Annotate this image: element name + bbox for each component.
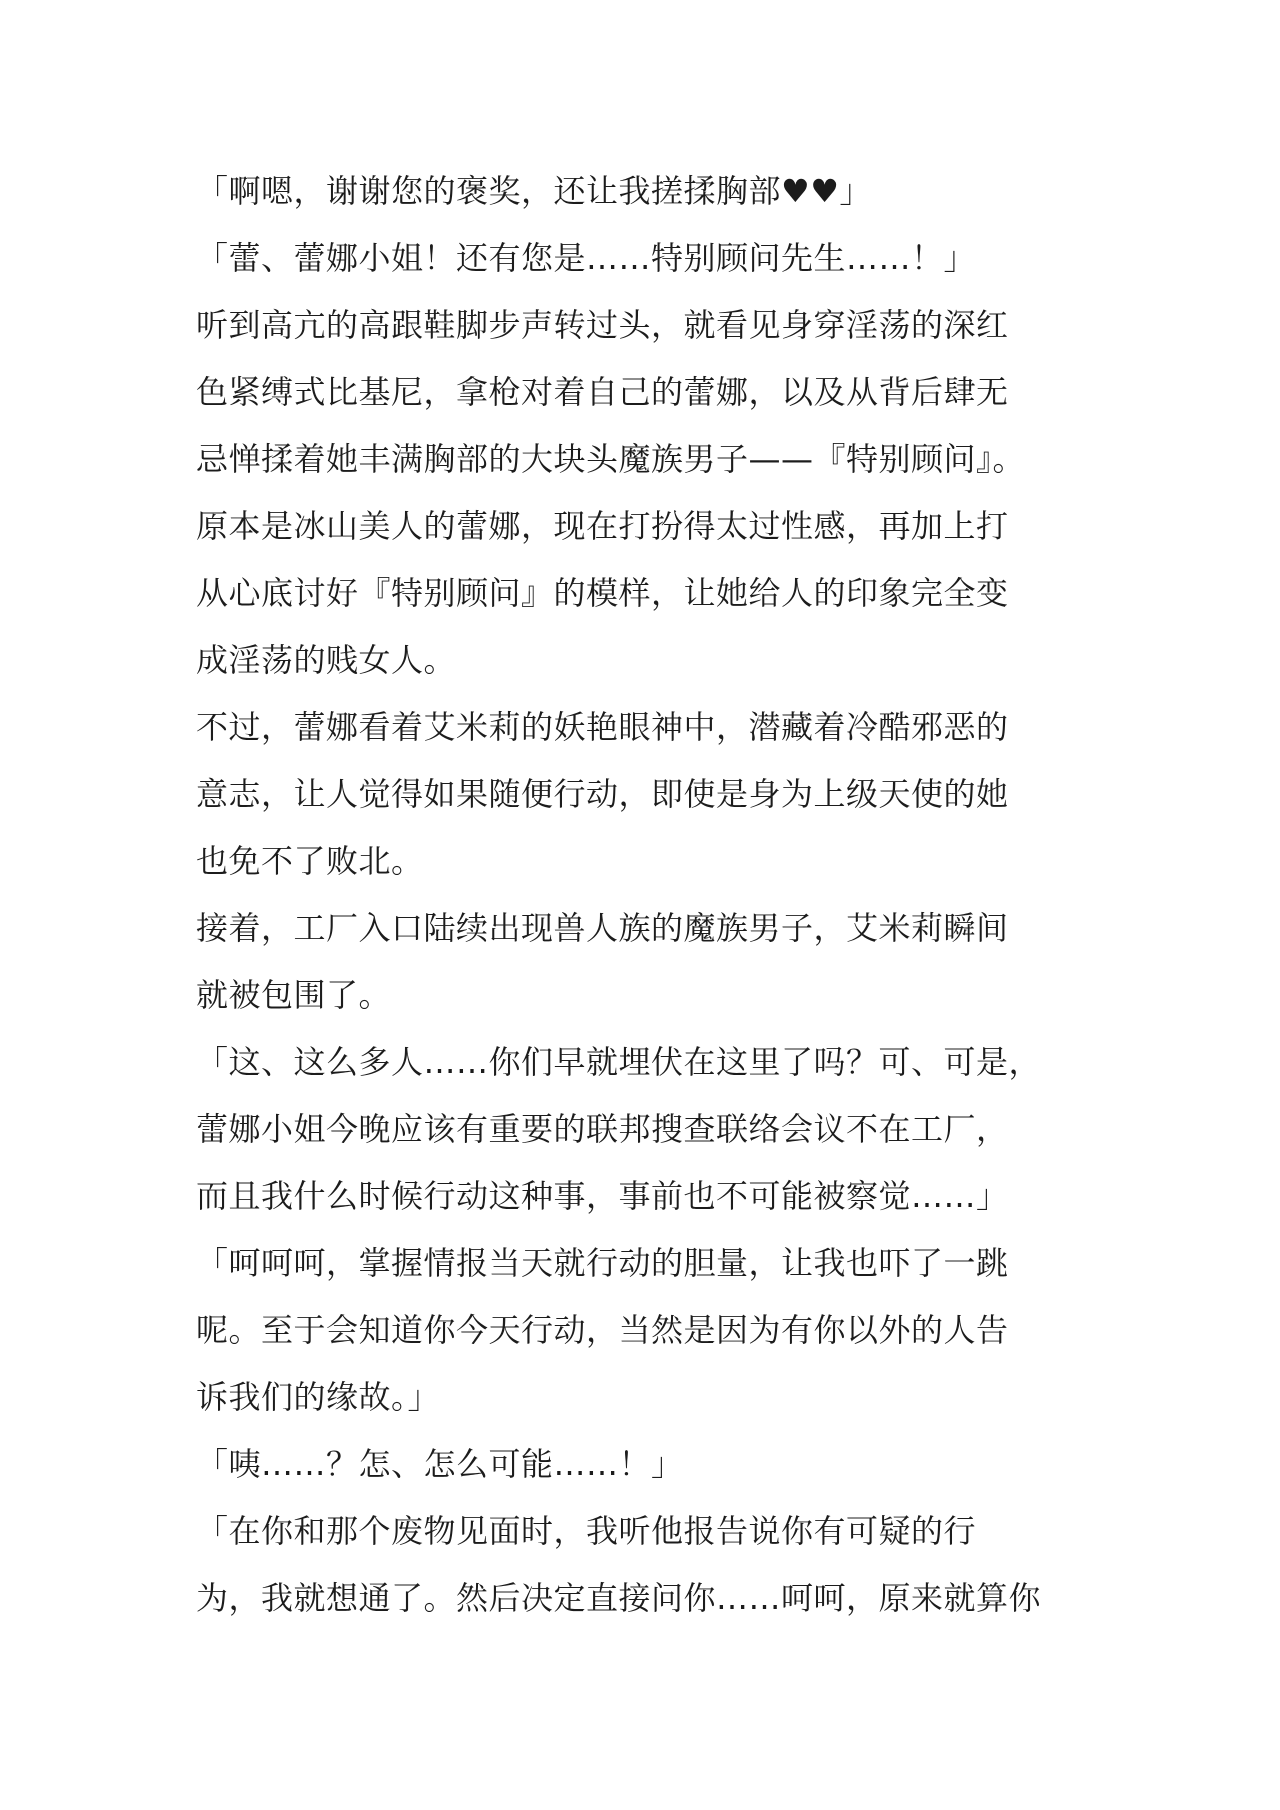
text-line: 就被包围了。 [196,976,392,1014]
text-line: 原本是冰山美人的蕾娜，现在打扮得太过性感，再加上打 [196,507,1009,545]
text-line: 从心底讨好『特别顾问』的模样，让她给人的印象完全变 [196,574,1009,612]
text-line: 为，我就想通了。然后决定直接问你……呵呵，原来就算你 [196,1579,1042,1617]
text-line: 「蕾、蕾娜小姐！还有您是……特别顾问先生……！」 [196,239,977,277]
text-line: 蕾娜小姐今晚应该有重要的联邦搜查联络会议不在工厂， [196,1110,1009,1148]
text-line: 诉我们的缘故。」 [196,1378,441,1416]
text-line: 「这、这么多人……你们早就埋伏在这里了吗？可、可是， [196,1043,1042,1081]
text-line: 「咦……？怎、怎么可能……！」 [196,1445,684,1483]
text-line: 呢。至于会知道你今天行动，当然是因为有你以外的人告 [196,1311,1009,1349]
text-line: 也免不了败北。 [196,842,424,880]
text-line: 而且我什么时候行动这种事，事前也不可能被察觉……」 [196,1177,1009,1215]
text-body [196,158,1096,1632]
text-line: 「啊嗯，谢谢您的褒奖，还让我搓揉胸部♥♥」 [196,172,872,210]
text-line: 「呵呵呵，掌握情报当天就行动的胆量，让我也吓了一跳 [196,1244,1009,1282]
text-line: 意志，让人觉得如果随便行动，即使是身为上级天使的她 [196,775,1009,813]
text-line: 接着，工厂入口陆续出现兽人族的魔族男子，艾米莉瞬间 [196,909,1009,947]
text-line: 色紧缚式比基尼，拿枪对着自己的蕾娜，以及从背后肆无 [196,373,1009,411]
text-line: 忌惮揉着她丰满胸部的大块头魔族男子——『特别顾问』。 [196,440,1026,478]
text-line: 成淫荡的贱女人。 [196,641,457,679]
text-line: 听到高亢的高跟鞋脚步声转过头，就看见身穿淫荡的深红 [196,306,1009,344]
text-line: 「在你和那个废物见面时，我听他报告说你有可疑的行 [196,1512,977,1550]
text-line: 不过，蕾娜看着艾米莉的妖艳眼神中，潜藏着冷酷邪恶的 [196,708,1009,746]
